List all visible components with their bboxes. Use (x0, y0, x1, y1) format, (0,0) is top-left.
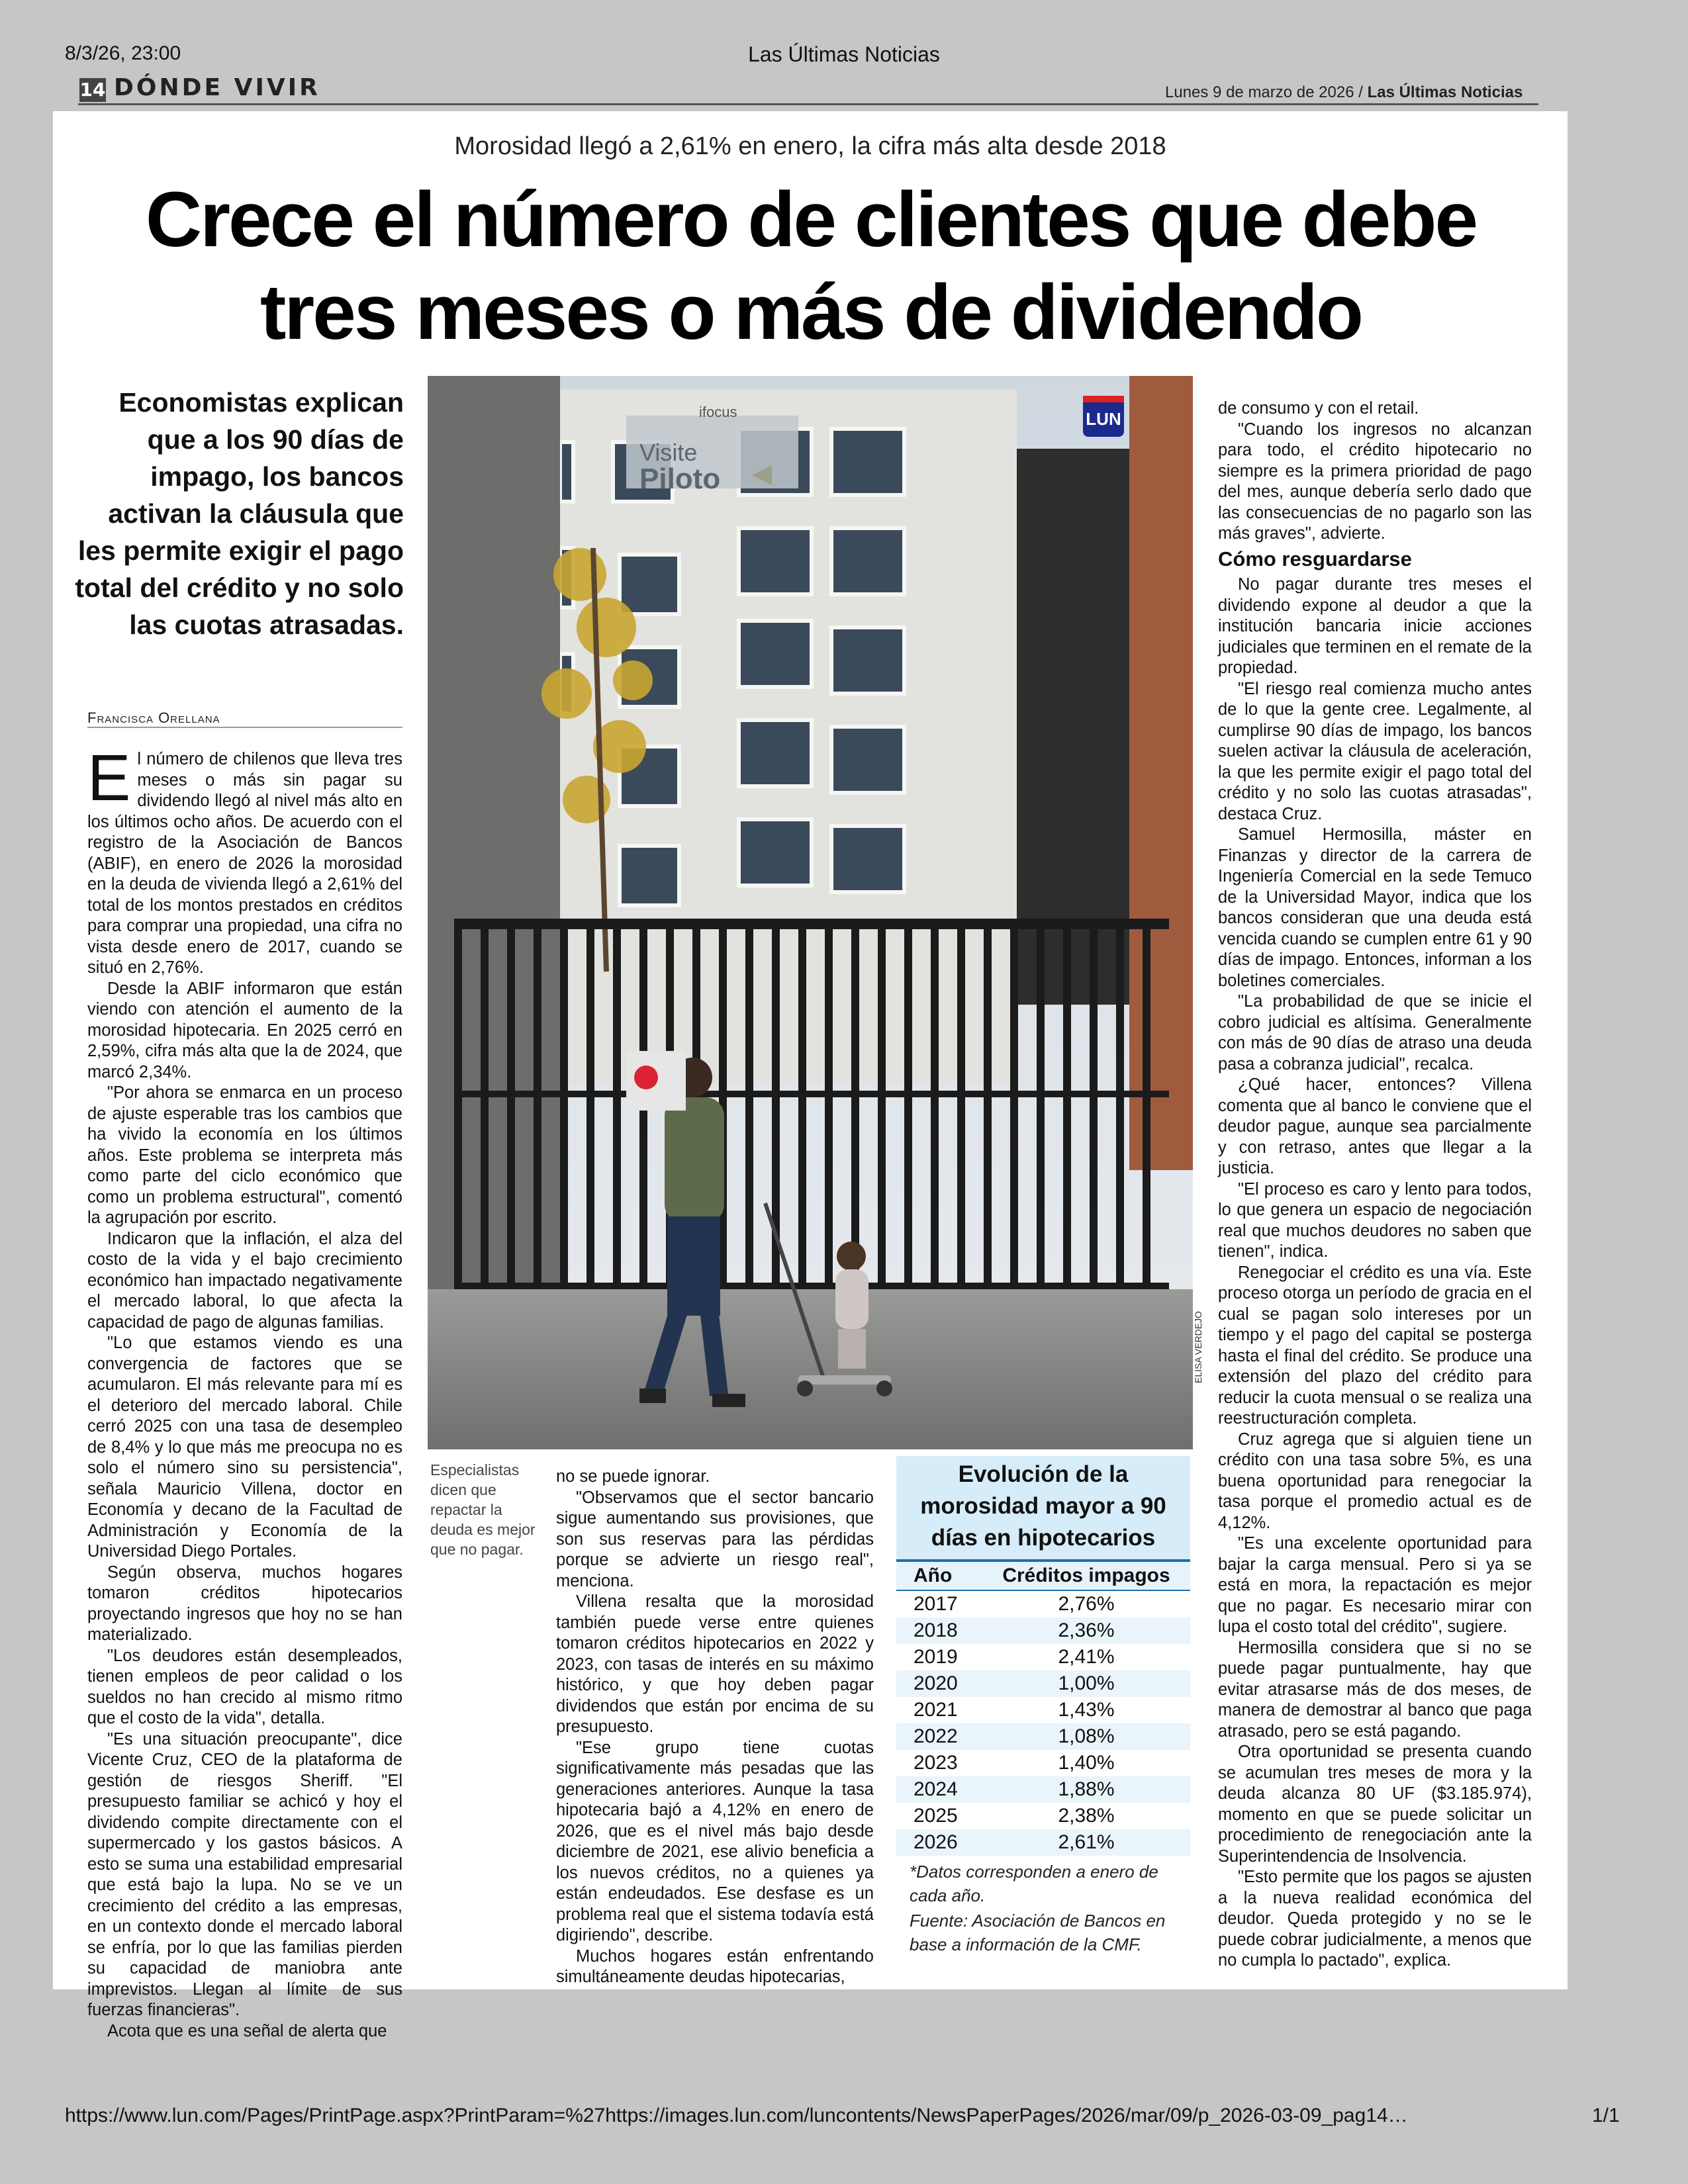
issue-date-text: Lunes 9 de marzo de 2026 (1165, 83, 1354, 101)
paragraph: "La probabilidad de que se inicie el cobro judicial es altísima. Generalmente con más de 90 días de atraso una deuda pasa a cobranza judicial", recalca. (1218, 992, 1532, 1073)
paragraph: "Es una excelente oportunidad para bajar la carga mensual. Pero si ya se está en mora, la repactación es mejor que no pagar. Es necesario mirar con lupa el costo total del crédito", sugiere. (1218, 1534, 1532, 1636)
row-value: 2,36% (1058, 1619, 1115, 1641)
paragraph: Muchos hogares están enfrentando simultáneamente deudas hipotecarias, (556, 1946, 874, 1986)
article-column-1 (87, 741, 402, 2042)
paragraph: de consumo y con el retail. (1218, 399, 1419, 418)
table-header (896, 1559, 1190, 1591)
table-row (896, 1644, 1190, 1670)
paragraph: "Ese grupo tiene cuotas significativamente más pesadas que las generaciones anteriores. Aunque la tasa hipotecaria bajó a 4,12% en enero de 2026, que es el nivel más bajo desde diciembre de 2021, ese alivio beneficia a los nuevos créditos, no a quienes ya están endeudados. Ese desfase es un problema real que el sistema todavía está digiriendo", describe. (556, 1738, 874, 1944)
article-column-4 (1218, 398, 1532, 1972)
paragraph: "Cuando los ingresos no alcanzan para todo, el crédito hipotecario no siempre es la primera prioridad de pago del mes, aunque debería serlo dado que las consecuencias de no pagarlo son las más graves", advierte. (1218, 420, 1532, 543)
headline-line-1: Crece el número de clientes que debe (145, 176, 1477, 263)
subhead: Cómo resguardarse (1218, 547, 1412, 570)
paragraph-lead (87, 741, 402, 979)
paragraph: "El proceso es caro y lento para todos, lo que genera un espacio de negociación real que muchos deudores no saben que tienen", indica. (1218, 1179, 1532, 1261)
row-value: 1,08% (1058, 1725, 1115, 1747)
article-headline (79, 173, 1542, 359)
photo-caption: Especialistas dicen que repactar la deuda es mejor que no pagar. (430, 1461, 536, 1558)
header-rule (78, 103, 1538, 105)
table-row (896, 1697, 1190, 1723)
print-datetime: 8/3/26, 23:00 (65, 42, 181, 64)
row-value: 1,43% (1058, 1699, 1115, 1721)
sign-brand: ifocus (699, 404, 737, 420)
table-note: *Datos corresponden a enero de cada año. (910, 1862, 1158, 1905)
row-year: 2018 (914, 1619, 958, 1641)
paragraph: Según observa, muchos hogares tomaron créditos hipotecarios proyectando ingresos que hoy no se han materializado. (87, 1563, 402, 1644)
row-year: 2020 (914, 1672, 958, 1694)
paragraph: no se puede ignorar. (556, 1467, 710, 1486)
sign-line-2: Piloto (639, 463, 721, 495)
row-value: 1,00% (1058, 1672, 1115, 1694)
paragraph: "Los deudores están desempleados, tienen empleos de peor calidad o los sueldos no han crecido al mismo ritmo que el costo de la vida", detalla. (87, 1646, 402, 1727)
paragraph: "Esto permite que los pagos se ajusten a la nueva realidad económica del deudor. Queda protegido y no se le puede cobrar judicialmente, a menos que no cumpla lo pactado", explica. (1218, 1868, 1532, 1970)
paragraph: "Lo que estamos viendo es una convergencia de factores que se acumularon. El más relevante para mí es el deterioro del mercado laboral. Chile cerró 2025 con una tasa de desempleo de 8,4% y lo que más me preocupa no es solo el número sino su persistencia", señala Mauricio Villena, doctor en Economía y decano de la Facultad de Administración y Economía de la Universidad Diego Portales. (87, 1334, 402, 1561)
table-row (896, 1591, 1190, 1617)
header-year: Año (914, 1565, 953, 1586)
paragraph: Cruz agrega que si alguien tiene un crédito con una tasa sobre 5%, es una buena oportunidad para renegociar la tasa porque el promedio actual es de 4,12%. (1218, 1430, 1532, 1532)
paragraph: "Por ahora se enmarca en un proceso de ajuste esperable tras los cambios que ha vivido la economía en los últimos años. Este problema se interpreta más como parte del ciclo económico que como un problema estructural", comentó la agrupación por escrito. (87, 1083, 402, 1227)
row-value: 2,38% (1058, 1805, 1115, 1827)
paragraph: "Es una situación preocupante", dice Vicente Cruz, CEO de la plataforma de gestión de riesgos Sheriff. "El presupuesto familiar se achicó y hoy el dividendo compite directamente con el supermercado y los gastos básicos. A esto se suma una estabilidad empresarial que está bajo la lupa. No se ve un crecimiento del crédito a las empresas, en un contexto donde el mercado laboral se enfría, por lo que las familias pierden su capacidad de maniobra ante imprevistos. Llegan al límite de sus fuerzas financieras". (87, 1729, 402, 2019)
byline: Francisca Orellana (87, 709, 220, 726)
paragraph: Villena resalta que la morosidad también puede verse entre quienes tomaron créditos hipotecarios en 2022 y 2023, con tasas de interés en su máximo histórico, y que hoy deben pagar dividendos que están por encima de su presupuesto. (556, 1592, 874, 1736)
lead-text: l número de chilenos que lleva tres meses o más sin pagar su dividendo llegó al nivel más alto en los últimos ocho años. De acuerdo con el registro de la Asociación de Bancos (ABIF), en enero de 2026 la morosidad en la deuda de vivienda llegó a 2,61% del total de los montos prestados en créditos para comprar una propiedad, una cifra no vista desde enero de 2017, cuando se situó en 2,76%. (87, 750, 402, 977)
section-title: DÓNDE VIVIR (114, 74, 320, 101)
row-year: 2023 (914, 1752, 958, 1774)
table-row (896, 1723, 1190, 1750)
row-value: 2,41% (1058, 1646, 1115, 1668)
table-row (896, 1617, 1190, 1644)
table-row (896, 1750, 1190, 1776)
row-year: 2024 (914, 1778, 958, 1800)
print-url[interactable]: https://www.lun.com/Pages/PrintPage.aspx?PrintParam=%27https://images.lun.com/luncontents/NewsPaperPages/2026/mar/09/p_2026-03-09_pag14… (65, 2105, 1408, 2126)
row-year: 2026 (914, 1831, 958, 1853)
row-value: 2,76% (1058, 1593, 1115, 1615)
page-number: 14 (79, 79, 106, 101)
table-row (896, 1803, 1190, 1829)
row-year: 2021 (914, 1699, 958, 1721)
building-gate-photo (428, 376, 1193, 1449)
headline-line-2: tres meses o más de dividendo (260, 269, 1362, 356)
article-deck: Economistas explican que a los 90 días de impago, los bancos activan la cláusula que les permite exigir el pago total del crédito y no solo las cuotas atrasadas. (75, 387, 404, 640)
newspaper-name: Las Últimas Noticias (1367, 83, 1523, 101)
paragraph: Acota que es una señal de alerta que (107, 2021, 387, 2040)
row-year: 2017 (914, 1593, 958, 1615)
row-year: 2022 (914, 1725, 958, 1747)
table-row (896, 1776, 1190, 1803)
row-year: 2025 (914, 1805, 958, 1827)
paragraph: Hermosilla considera que si no se puede pagar puntualmente, hay que evitar atrasarse más de dos meses, de manera de demostrar al banco que paga atrasado, pero se está pagando. (1218, 1638, 1532, 1741)
paragraph: Samuel Hermosilla, máster en Finanzas y director de la carrera de Ingeniería Comercial en la sede Temuco de la Universidad Mayor, indica que los bancos consideran que una deuda está vencida cuando se cumplen entre 61 y 90 días de impago. Entonces, informan a los boletines comerciales. (1218, 825, 1532, 990)
header-value: Créditos impagos (1002, 1565, 1170, 1586)
paragraph: "Observamos que el sector bancario sigue aumentando sus provisiones, que son sus reservas para las pérdidas porque se advierte un riesgo real", menciona. (556, 1488, 874, 1590)
row-value: 2,61% (1058, 1831, 1115, 1853)
table-row (896, 1829, 1190, 1856)
issue-date (1165, 83, 1523, 102)
article-photo (428, 376, 1193, 1449)
byline-rule (87, 727, 402, 728)
issue-date-separator: / (1354, 83, 1368, 101)
child-figure (835, 1242, 868, 1369)
dropcap: E (87, 741, 131, 814)
paragraph: ¿Qué hacer, entonces? Villena comenta que al banco le conviene que el deudor pague, aunque sea parcialmente y con retraso, antes que llegar a la justicia. (1218, 1075, 1532, 1177)
table-title: Evolución de la morosidad mayor a 90 días en hipotecarios (896, 1456, 1190, 1559)
table-body (896, 1591, 1190, 1856)
print-page-count: 1/1 (1592, 2105, 1620, 2126)
photo-credit: ELISA VERDEJO (1193, 1311, 1203, 1383)
morosidad-table (896, 1456, 1190, 1956)
article-kicker: Morosidad llegó a 2,61% en enero, la cifra más alta desde 2018 (454, 132, 1166, 160)
paragraph: Otra oportunidad se presenta cuando se acumulan tres meses de mora y la deuda alcanza 80 UF ($3.185.974), momento en que se puede solicitar un procedimiento de renegociación ante la Superintendencia de Insolvencia. (1218, 1743, 1532, 1866)
row-value: 1,88% (1058, 1778, 1115, 1800)
article-column-3 (556, 1467, 874, 1988)
sign-line-1: Visite (639, 439, 698, 466)
row-year: 2019 (914, 1646, 958, 1668)
table-row (896, 1670, 1190, 1697)
lun-logo: LUN (1086, 409, 1121, 429)
paragraph: Renegociar el crédito es una vía. Este proceso otorga un período de gracia en el cual se pagan solo intereses por un tiempo y el pago del capital se posterga hasta el final del crédito. Se produce una extensión del plazo del crédito para reducir la cuota mensual o se realiza una reestructuración completa. (1218, 1263, 1532, 1428)
paragraph: No pagar durante tres meses el dividendo expone al deudor a que la institución bancaria inicie acciones judiciales que terminen en el remate de la propiedad. (1218, 575, 1532, 677)
table-source: Fuente: Asociación de Bancos en base a información de la CMF. (910, 1911, 1166, 1954)
row-value: 1,40% (1058, 1752, 1115, 1774)
paragraph: "El riesgo real comienza mucho antes de lo que la gente cree. Legalmente, al cumplirse 90 días de impago, los bancos suelen activar la cláusula de aceleración, la que les permite exigir el pago total del crédito y no solo las cuotas atrasadas", destaca Cruz. (1218, 679, 1532, 823)
print-site-title: Las Últimas Noticias (748, 42, 940, 66)
paragraph: Indicaron que la inflación, el alza del costo de la vida y el bajo crecimiento económico han impactado negativamente el mercado laboral, lo que afecta la capacidad de pago de algunas familias. (87, 1229, 402, 1332)
paragraph: Desde la ABIF informaron que están viendo con atención el aumento de la morosidad hipotecaria. En 2025 cerró en 2,59%, cifra más alta que la de 2024, que marcó 2,34%. (87, 979, 402, 1081)
